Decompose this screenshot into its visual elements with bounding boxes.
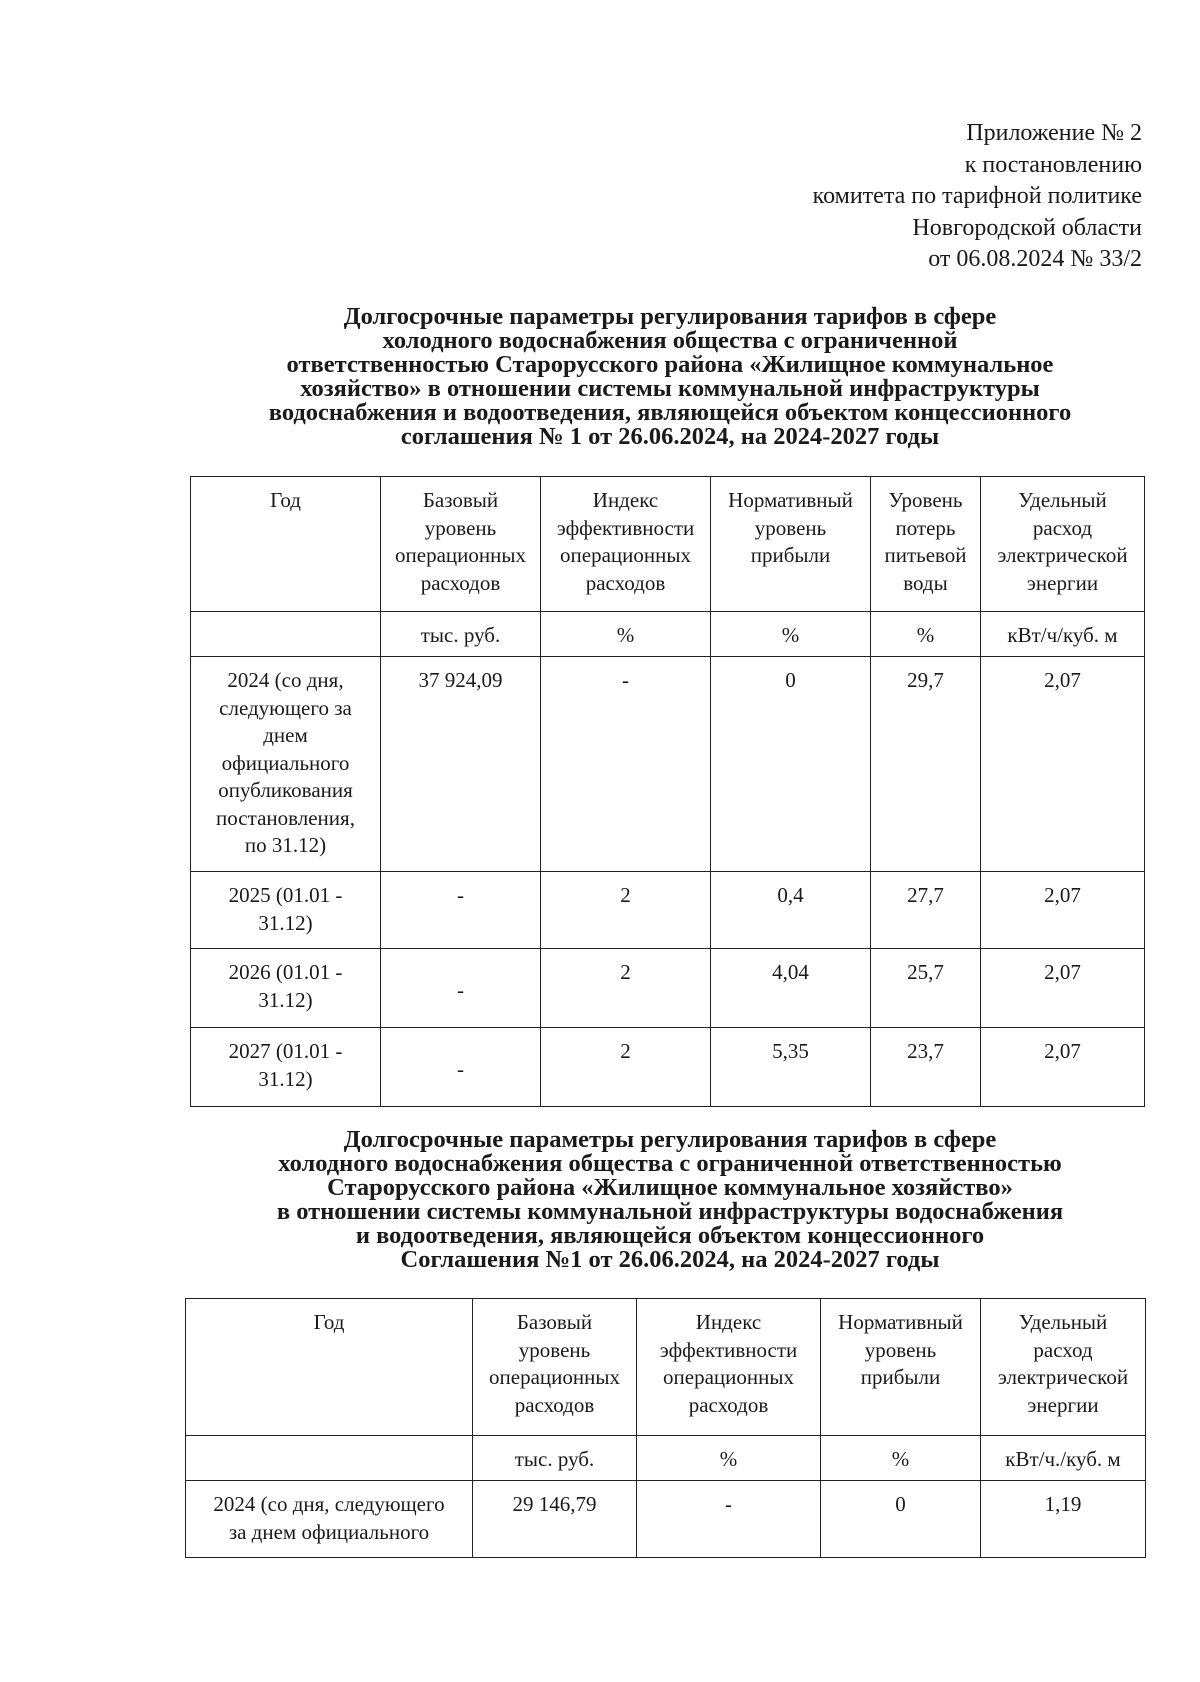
title-line: Долгосрочные параметры регулирования тарифов в сфере xyxy=(343,303,997,330)
section1-title xyxy=(190,305,1150,449)
title-line: Старорусского района «Жилищное коммунальное хозяйство» xyxy=(327,1174,1013,1201)
value-cell: 2,07 xyxy=(981,657,1145,872)
units-cell xyxy=(186,1436,473,1481)
units-cell: кВт/ч/куб. м xyxy=(981,612,1145,657)
value-cell: 0,4 xyxy=(711,872,871,949)
title-line: соглашения № 1 от 26.06.2024, на 2024-2027 годы xyxy=(400,423,940,450)
table-units-row xyxy=(191,612,1145,657)
value-cell: 1,19 xyxy=(981,1481,1146,1558)
header-cell-year: Год xyxy=(186,1299,473,1436)
parameters-table-2 xyxy=(185,1298,1146,1558)
year-cell: 2024 (со дня, следующего за днем официального xyxy=(186,1481,473,1558)
header-cell-energy-consumption: Удельный расход электрической энергии xyxy=(981,477,1145,612)
appendix-line: Приложение № 2 xyxy=(966,120,1142,146)
units-cell: % xyxy=(541,612,711,657)
header-cell-year: Год xyxy=(191,477,381,612)
year-cell: 2027 (01.01 - 31.12) xyxy=(191,1028,381,1107)
title-line: водоснабжения и водоотведения, являющейся объектом концессионного xyxy=(268,399,1072,426)
units-cell: тыс. руб. xyxy=(381,612,541,657)
value-cell: 2 xyxy=(541,949,711,1028)
appendix-line: к постановлению xyxy=(964,151,1142,178)
value-cell: 5,35 xyxy=(711,1028,871,1107)
header-cell-water-losses: Уровень потерь питьевой воды xyxy=(871,477,981,612)
value-cell: - xyxy=(541,657,711,872)
units-cell: тыс. руб. xyxy=(473,1436,637,1481)
value-cell: - xyxy=(381,1028,541,1107)
section2-title xyxy=(190,1128,1150,1272)
header-cell-base-opex: Базовый уровень операционных расходов xyxy=(381,477,541,612)
value-cell: 37 924,09 xyxy=(381,657,541,872)
title-line: ответственностью Старорусского района «Жилищное коммунальное xyxy=(286,351,1054,378)
value-cell: 2 xyxy=(541,1028,711,1107)
title-line: хозяйство» в отношении системы коммунальной инфраструктуры xyxy=(300,375,1040,402)
table-row xyxy=(191,872,1145,949)
title-line: и водоотведения, являющейся объектом концессионного xyxy=(355,1222,985,1249)
units-cell: % xyxy=(821,1436,981,1481)
value-cell: 2,07 xyxy=(981,1028,1145,1107)
header-cell-efficiency-index: Индекс эффективности операционных расходов xyxy=(541,477,711,612)
header-cell-profit-level: Нормативный уровень прибыли xyxy=(711,477,871,612)
year-cell: 2025 (01.01 - 31.12) xyxy=(191,872,381,949)
units-cell: % xyxy=(871,612,981,657)
appendix-line: Новгородской области xyxy=(912,214,1142,241)
appendix-line: от 06.08.2024 № 33/2 xyxy=(928,246,1142,272)
year-cell: 2024 (со дня, следующего за днем официального опубликования постановления, по 31.12) xyxy=(191,657,381,872)
value-cell: 2,07 xyxy=(981,872,1145,949)
units-cell: кВт/ч./куб. м xyxy=(981,1436,1146,1481)
title-line: холодного водоснабжения общества с ограниченной ответственностью xyxy=(278,1150,1062,1177)
value-cell: 2,07 xyxy=(981,949,1145,1028)
title-line: в отношении системы коммунальной инфраструктуры водоснабжения xyxy=(276,1198,1064,1225)
table-row xyxy=(191,949,1145,1028)
appendix-line: комитета по тарифной политике xyxy=(812,183,1142,209)
value-cell: 23,7 xyxy=(871,1028,981,1107)
units-cell: % xyxy=(711,612,871,657)
value-cell: - xyxy=(381,872,541,949)
year-cell: 2026 (01.01 - 31.12) xyxy=(191,949,381,1028)
table-row xyxy=(191,657,1145,872)
title-line: Долгосрочные параметры регулирования тарифов в сфере xyxy=(343,1126,997,1153)
value-cell: 4,04 xyxy=(711,949,871,1028)
header-cell-profit-level: Нормативный уровень прибыли xyxy=(821,1299,981,1436)
value-cell: - xyxy=(381,949,541,1028)
appendix-header xyxy=(640,118,1142,276)
value-cell: 0 xyxy=(821,1481,981,1558)
value-cell: 27,7 xyxy=(871,872,981,949)
table-header-row xyxy=(191,477,1145,612)
title-line: Соглашения №1 от 26.06.2024, на 2024-2027 годы xyxy=(400,1246,940,1273)
table-units-row xyxy=(186,1436,1146,1481)
title-line: холодного водоснабжения общества с ограниченной xyxy=(382,327,958,354)
parameters-table-1 xyxy=(190,476,1145,1107)
value-cell: - xyxy=(637,1481,821,1558)
value-cell: 25,7 xyxy=(871,949,981,1028)
value-cell: 2 xyxy=(541,872,711,949)
value-cell: 0 xyxy=(711,657,871,872)
value-cell: 29,7 xyxy=(871,657,981,872)
header-cell-efficiency-index: Индекс эффективности операционных расходов xyxy=(637,1299,821,1436)
table-row xyxy=(191,1028,1145,1107)
header-cell-energy-consumption: Удельный расход электрической энергии xyxy=(981,1299,1146,1436)
units-cell: % xyxy=(637,1436,821,1481)
units-cell xyxy=(191,612,381,657)
value-cell: 29 146,79 xyxy=(473,1481,637,1558)
table-header-row xyxy=(186,1299,1146,1436)
table-row xyxy=(186,1481,1146,1558)
header-cell-base-opex: Базовый уровень операционных расходов xyxy=(473,1299,637,1436)
